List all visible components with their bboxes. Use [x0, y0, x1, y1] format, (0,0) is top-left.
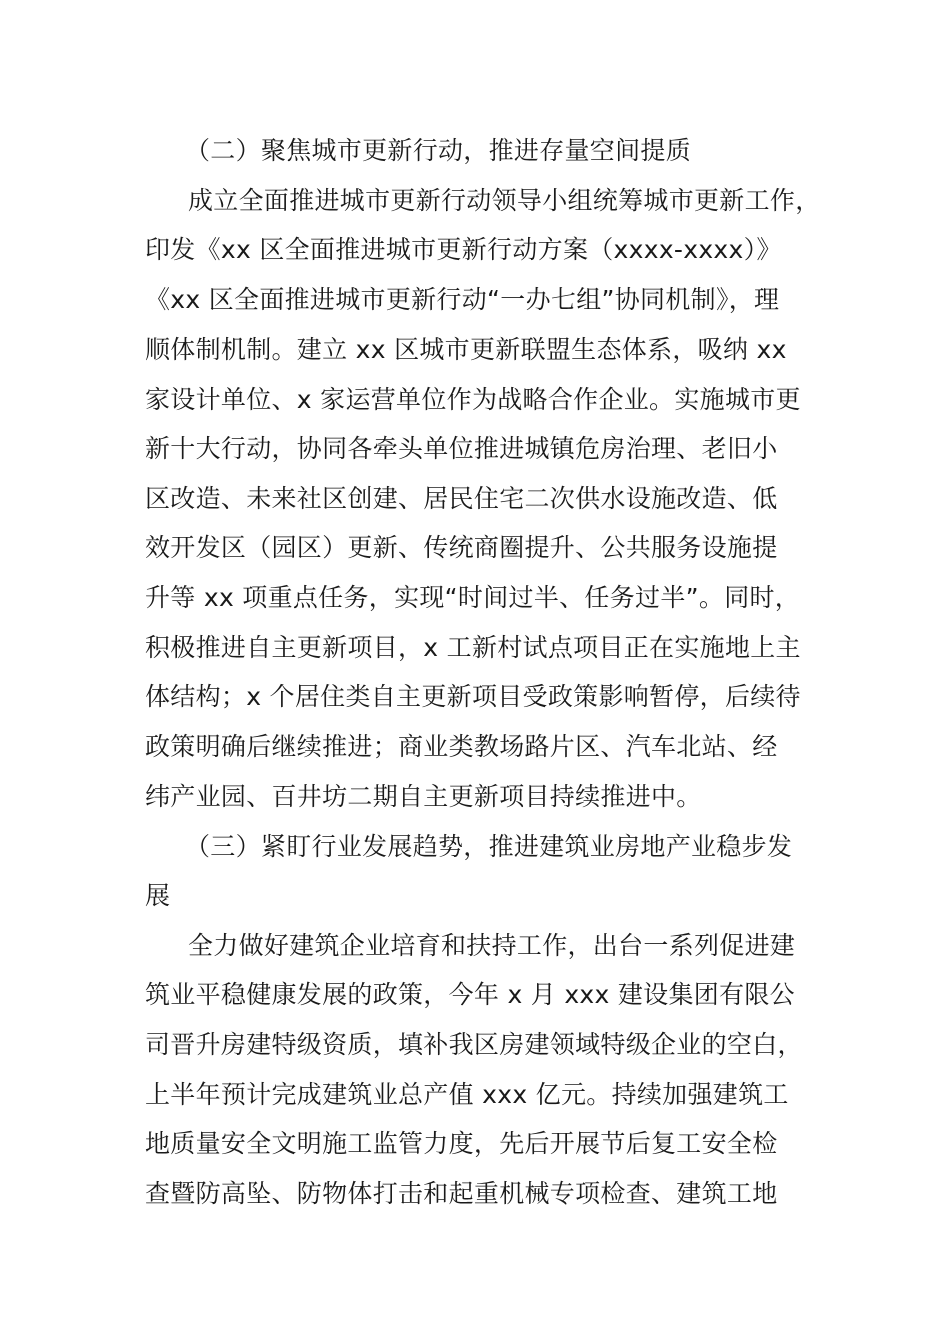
paragraph-line: 升等 xx 项重点任务，实现“时间过半、任务过半”。同时，: [145, 583, 801, 612]
paragraph-line: 顺体制机制。建立 xx 区城市更新联盟生态体系，吸纳 xx: [145, 335, 787, 364]
paragraph-line: 司晋升房建特级资质，填补我区房建领域特级企业的空白，: [145, 1030, 803, 1059]
paragraph-line: 成立全面推进城市更新行动领导小组统筹城市更新工作，: [188, 186, 821, 215]
paragraph-line: 效开发区（园区）更新、传统商圈提升、公共服务设施提: [145, 533, 778, 562]
paragraph-line: 印发《xx 区全面推进城市更新行动方案（xxxx-xxxx）》: [145, 235, 782, 264]
paragraph-line: 纬产业园、百井坊二期自主更新项目持续推进中。: [145, 782, 702, 811]
paragraph-line: 《xx 区全面推进城市更新行动“一办七组”协同机制》，理: [145, 285, 780, 314]
paragraph-line: 查暨防高坠、防物体打击和起重机械专项检查、建筑工地: [145, 1179, 778, 1208]
paragraph-line: 区改造、未来社区创建、居民住宅二次供水设施改造、低: [145, 484, 778, 513]
section-heading-3-cont: 展: [145, 881, 171, 910]
paragraph-line: 上半年预计完成建筑业总产值 xxx 亿元。持续加强建筑工: [145, 1080, 789, 1109]
section-heading-3: （三）紧盯行业发展趋势，推进建筑业房地产业稳步发: [185, 832, 793, 861]
paragraph-line: 政策明确后继续推进；商业类教场路片区、汽车北站、经: [145, 732, 778, 761]
paragraph-line: 积极推进自主更新项目，x 工新村试点项目正在实施地上主: [145, 633, 801, 662]
paragraph-line: 家设计单位、x 家运营单位作为战略合作企业。实施城市更: [145, 385, 801, 414]
paragraph-line: 全力做好建筑企业培育和扶持工作，出台一系列促进建: [188, 931, 796, 960]
paragraph-line: 体结构；x 个居住类自主更新项目受政策影响暂停，后续待: [145, 682, 801, 711]
paragraph-line: 新十大行动，协同各牵头单位推进城镇危房治理、老旧小: [145, 434, 778, 463]
paragraph-line: 筑业平稳健康发展的政策，今年 x 月 xxx 建设集团有限公: [145, 980, 795, 1009]
section-heading-2: （二）聚焦城市更新行动，推进存量空间提质: [185, 136, 692, 165]
paragraph-line: 地质量安全文明施工监管力度，先后开展节后复工安全检: [145, 1129, 778, 1158]
